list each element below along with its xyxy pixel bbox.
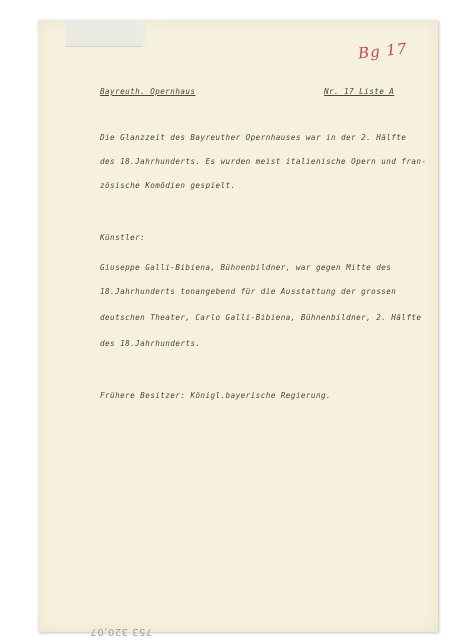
- text-line: des 18.Jahrhunderts. Es wurden meist italienische Opern und fran-: [100, 157, 427, 166]
- header-location: Bayreuth. Opernhaus: [100, 87, 196, 96]
- text-line: 18.Jahrhunderts tonangebend für die Ausstattung der grossen: [100, 287, 397, 296]
- document-page: [38, 20, 438, 637]
- text-line: Giuseppe Galli-Bibiena, Bühnenbildner, war gegen Mitte des: [100, 263, 392, 272]
- text-line: zösische Komödien gespielt.: [100, 181, 236, 190]
- previous-owners: Frühere Besitzer: Königl.bayerische Regierung.: [100, 391, 332, 400]
- folio-number: 753 320,07: [90, 626, 153, 637]
- shelfmark-annotation: Bg 17: [357, 39, 409, 63]
- artists-heading: Künstler:: [100, 233, 146, 242]
- text-line: des 18.Jahrhunderts.: [100, 339, 201, 348]
- text-line: deutschen Theater, Carlo Galli-Bibiena, Bühnenbildner, 2. Hälfte: [100, 313, 422, 322]
- header-number: Nr. 17 Liste A: [324, 87, 395, 96]
- text-line: Die Glanzzeit des Bayreuther Opernhauses war in der 2. Hälfte: [100, 133, 407, 142]
- adhesive-tape: [136, 20, 146, 46]
